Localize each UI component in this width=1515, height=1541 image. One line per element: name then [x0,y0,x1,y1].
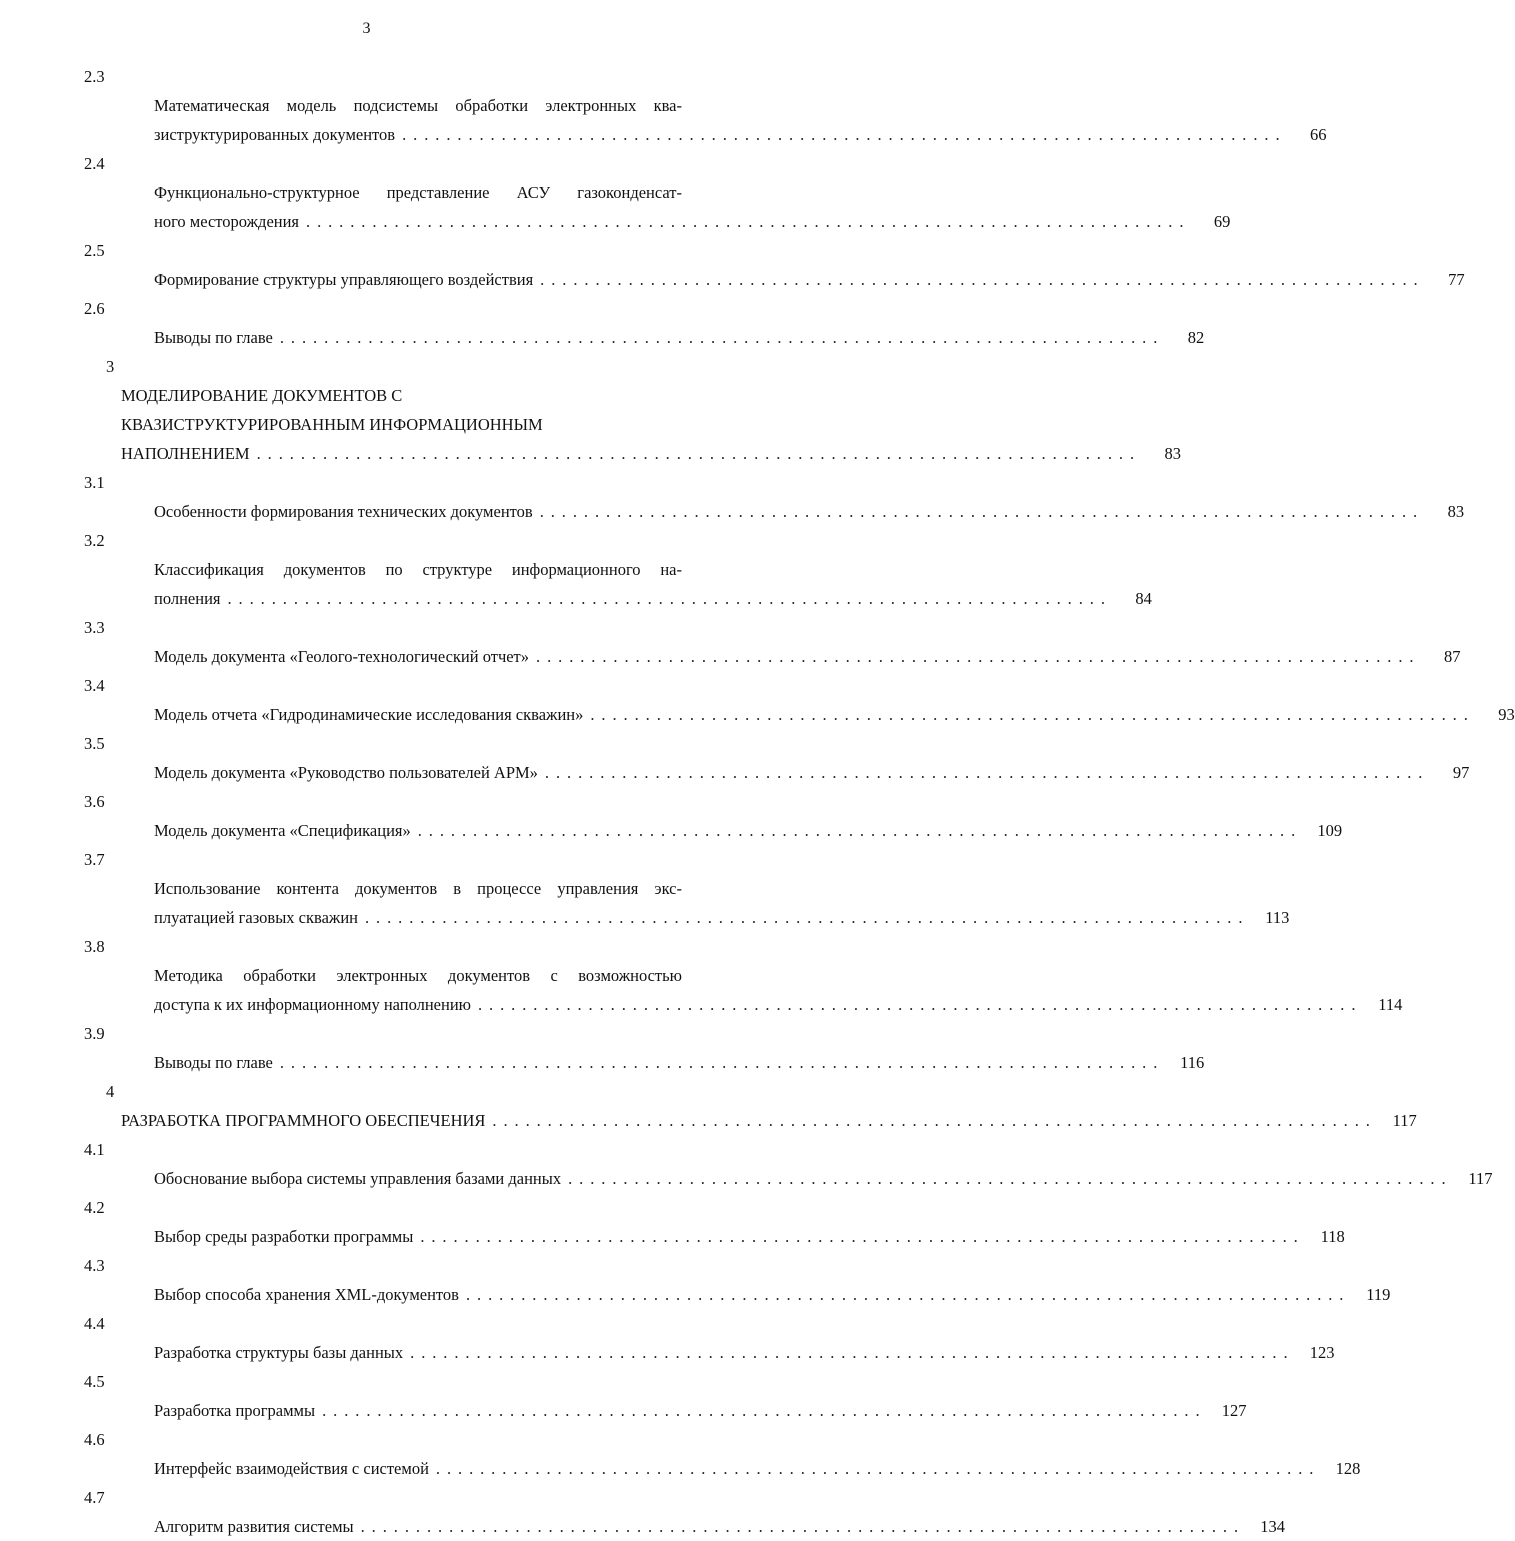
dot-leader: ................................................................................ [360,1517,1246,1536]
toc-section-entry[interactable] [84,932,1403,1019]
toc-entry-title-line: Выводы по главе [154,1053,273,1072]
toc-section-entry[interactable] [84,729,1470,787]
toc-entry-page: 109 [1317,821,1343,840]
toc-section-entry[interactable] [84,613,1461,671]
toc-entry-page: 87 [1443,647,1461,666]
toc-entry-page: 118 [1320,1227,1345,1246]
toc-entry-number: 2.4 [84,154,105,173]
toc-entry-title-line: Модель документа «Спецификация» [154,821,411,840]
toc-entry-page: 119 [1366,1285,1391,1304]
dot-leader: ................................................................................ [402,125,1287,144]
toc-entry-title-line: Классификация документов по структуре информационного на- [154,560,682,579]
dot-leader: ................................................................................ [364,908,1250,927]
toc-entry-title-line: Выбор среды разработки программы [154,1227,414,1246]
toc-entry-title-line: плуатацией газовых скважин [154,908,358,927]
dot-leader: ................................................................................ [544,763,1430,782]
toc-entry-number: 3.6 [84,792,105,811]
toc-section-entry[interactable] [84,1483,1286,1541]
toc-entry-title-line: Выводы по главе [154,328,273,347]
toc-entry-page: 134 [1260,1517,1286,1536]
toc-entry-number: 4.4 [84,1314,105,1333]
toc-section-entry[interactable] [84,845,1290,932]
toc-entry-number: 4 [106,1082,115,1101]
toc-entry-page: 83 [1164,444,1182,463]
dot-leader: ................................................................................ [420,1227,1305,1246]
dot-leader: ................................................................................ [536,647,1421,666]
toc-entry-number: 4.1 [84,1140,105,1159]
dot-leader: ................................................................................ [590,705,1475,724]
toc-entry-page: 127 [1221,1401,1247,1420]
toc-entry-title-line: Формирование структуры управляющего воздействия [154,270,534,289]
toc-entry-number: 2.6 [84,299,105,318]
toc-entry-page: 84 [1135,589,1152,608]
toc-section-entry[interactable] [84,1309,1335,1367]
toc-entry-number: 4.2 [84,1198,105,1217]
toc-entry-title-line: Функционально-структурное представление АСУ газоконденсат- [154,183,682,202]
toc-entry-number: 4.6 [84,1430,105,1449]
toc-entry-title-line: Алгоритм развития системы [154,1517,354,1536]
toc-entry-title-line: НАПОЛНЕНИЕМ [121,444,250,463]
dot-leader: ................................................................................ [492,1111,1377,1130]
toc-section-entry[interactable] [84,236,1465,294]
toc-entry-number: 2.3 [84,67,105,86]
toc-entry-title-line: Математическая модель подсистемы обработки электронных ква- [154,96,682,115]
toc-entry-title-line: Методика обработки электронных документов с возможностью [154,966,682,985]
toc-section-entry[interactable] [84,1367,1247,1425]
toc-entry-title-line: ного месторождения [154,212,300,231]
toc-section-entry[interactable] [84,62,1327,149]
toc-entry-page: 82 [1187,328,1205,347]
dot-leader: ................................................................................ [322,1401,1207,1420]
dot-leader: ................................................................................ [279,1053,1165,1072]
dot-leader: ................................................................................ [540,270,1425,289]
table-of-contents [0,62,1515,1541]
toc-entry-number: 3.3 [84,618,105,637]
toc-entry-title-line: КВАЗИСТРУКТУРИРОВАННЫМ ИНФОРМАЦИОННЫМ [121,415,543,434]
toc-entry-page: 83 [1447,502,1465,521]
toc-entry-title-line: Особенности формирования технических документов [154,502,533,521]
toc-entry-page: 113 [1265,908,1290,927]
toc-entry-number: 4.3 [84,1256,105,1275]
toc-entry-title-line: РАЗРАБОТКА ПРОГРАММНОГО ОБЕСПЕЧЕНИЯ [121,1111,486,1130]
toc-entry-title-line: Разработка программы [154,1401,316,1420]
toc-entry-title-line: Использование контента документов в процессе управления экс- [154,879,682,898]
toc-section-entry[interactable] [84,294,1205,352]
dot-leader: ................................................................................ [478,995,1363,1014]
toc-entry-title-line: доступа к их информационному наполнению [154,995,471,1014]
dot-leader: ................................................................................ [306,212,1191,231]
toc-section-entry[interactable] [84,1193,1345,1251]
toc-entry-page: 128 [1335,1459,1361,1478]
toc-entry-title-line: Модель документа «Геолого-технологический отчет» [154,647,530,666]
dot-leader: ................................................................................ [568,1169,1453,1188]
toc-entry-title-line: полнения [154,589,221,608]
toc-entry-number: 3 [106,357,115,376]
toc-section-entry[interactable] [84,1019,1205,1077]
toc-entry-title-line: Обоснование выбора системы управления базами данных [154,1169,562,1188]
toc-entry-page: 66 [1310,125,1327,144]
toc-entry-number: 4.7 [84,1488,105,1507]
toc-entry-title-line: Модель документа «Руководство пользователей АРМ» [154,763,538,782]
toc-section-entry[interactable] [84,1425,1361,1483]
toc-entry-page: 97 [1452,763,1470,782]
toc-entry-title-line: Модель отчета «Гидродинамические исследования скважин» [154,705,584,724]
dot-leader: ................................................................................ [465,1285,1351,1304]
toc-section-entry[interactable] [84,526,1152,613]
toc-chapter-entry[interactable] [106,352,1182,468]
toc-entry-number: 3.4 [84,676,105,695]
toc-chapter-entry[interactable] [106,1077,1417,1135]
dot-leader: ................................................................................ [279,328,1165,347]
dot-leader: ................................................................................ [410,1343,1295,1362]
toc-entry-number: 3.2 [84,531,105,550]
toc-section-entry[interactable] [84,468,1465,526]
page-number: 3 [362,20,371,37]
toc-entry-page: 117 [1392,1111,1417,1130]
toc-entry-page: 123 [1309,1343,1335,1362]
toc-entry-page: 69 [1213,212,1231,231]
toc-section-entry[interactable] [84,1135,1493,1193]
toc-entry-number: 2.5 [84,241,105,260]
dot-leader: ................................................................................ [227,589,1112,608]
toc-entry-number: 3.1 [84,473,105,492]
toc-entry-number: 3.8 [84,937,105,956]
toc-entry-number: 3.5 [84,734,105,753]
dot-leader: ................................................................................ [539,502,1425,521]
toc-entry-page: 116 [1180,1053,1205,1072]
toc-entry-title-line: Выбор способа хранения XML-документов [154,1285,459,1304]
toc-entry-page: 77 [1448,270,1465,289]
toc-entry-page: 114 [1378,995,1403,1014]
toc-section-entry[interactable] [84,787,1343,845]
toc-entry-number: 4.5 [84,1372,105,1391]
toc-entry-title-line: Интерфейс взаимодействия с системой [154,1459,429,1478]
toc-section-entry[interactable] [84,671,1515,729]
toc-entry-page: 117 [1468,1169,1493,1188]
toc-entry-number: 3.9 [84,1024,105,1043]
toc-entry-number: 3.7 [84,850,105,869]
toc-entry-title-line: зиструктурированных документов [154,125,396,144]
dot-leader: ................................................................................ [417,821,1303,840]
toc-entry-page: 93 [1498,705,1515,724]
dot-leader: ................................................................................ [435,1459,1321,1478]
toc-section-entry[interactable] [84,149,1231,236]
toc-entry-title-line: МОДЕЛИРОВАНИЕ ДОКУМЕНТОВ С [121,386,403,405]
toc-section-entry[interactable] [84,1251,1391,1309]
toc-entry-title-line: Разработка структуры базы данных [154,1343,404,1362]
dot-leader: ................................................................................ [256,444,1142,463]
